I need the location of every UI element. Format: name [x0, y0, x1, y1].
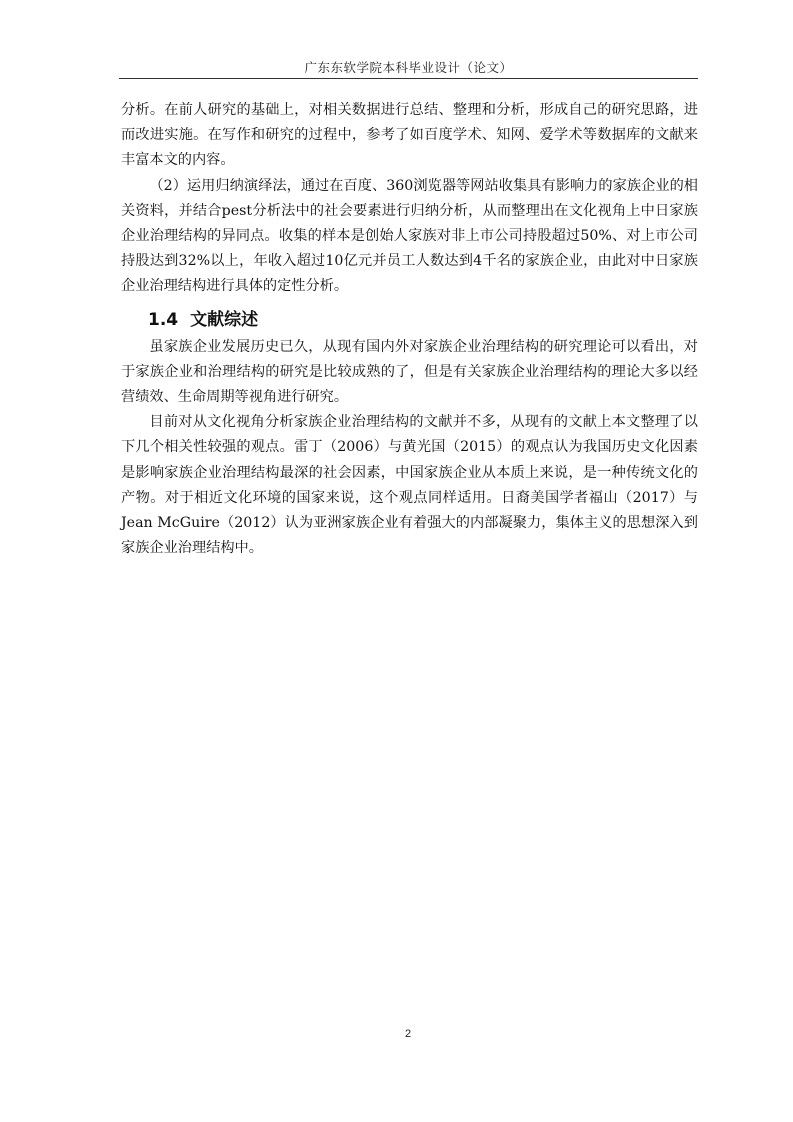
paragraph-method-2: （2）运用归纳演绎法，通过在百度、360浏览器等网站收集具有影响力的家族企业的相关资料，并结合pest分析法中的社会要素进行归纳分析，从而整理出在文化视角上中日家族企业治理结构的异同点。收集的样本是创始人家族对非上市公司持股超过50%、对上市公司持股达到32%以上，年收入超过10亿元并员工人数达到4千名的家族企业，由此对中日家族企业治理结构进行具体的定性分析。 [121, 177, 698, 295]
section-number: 1.4 [148, 309, 179, 330]
page-number: 2 [404, 1028, 412, 1040]
section-title: 文献综述 [190, 309, 259, 330]
page-header: 广东东软学院本科毕业设计（论文） [304, 60, 513, 75]
header-divider [119, 78, 698, 79]
paragraph-continued: 分析。在前人研究的基础上，对相关数据进行总结、整理和分析，形成自己的研究思路，进而改进实施。在写作和研究的过程中，参考了如百度学术、知网、爱学术等数据库的文献来丰富本文的内容。 [121, 102, 698, 169]
section-heading [121, 305, 698, 335]
document-body [121, 98, 698, 561]
paragraph-review-1: 虽家族企业发展历史已久，从现有国内外对家族企业治理结构的研究理论可以看出，对于家族企业和治理结构的研究是比较成熟的了，但是有关家族企业治理结构的理论大多以经营绩效、生命周期等视角进行研究。 [121, 338, 698, 406]
paragraph-review-2: 目前对从文化视角分析家族企业治理结构的文献并不多，从现有的文献上本文整理了以下几个相关性较强的观点。雷丁（2006）与黄光国（2015）的观点认为我国历史文化因素是影响家族企业治理结构最深的社会因素，中国家族企业从本质上来说，是一种传统文化的产物。对于相近文化环境的国家来说，这个观点同样适用。日裔美国学者福山（2017）与Jean McGuire（2012）认为亚洲家族企业有着强大的内部凝聚力，集体主义的思想深入到家族企业治理结构中。 [121, 414, 698, 557]
